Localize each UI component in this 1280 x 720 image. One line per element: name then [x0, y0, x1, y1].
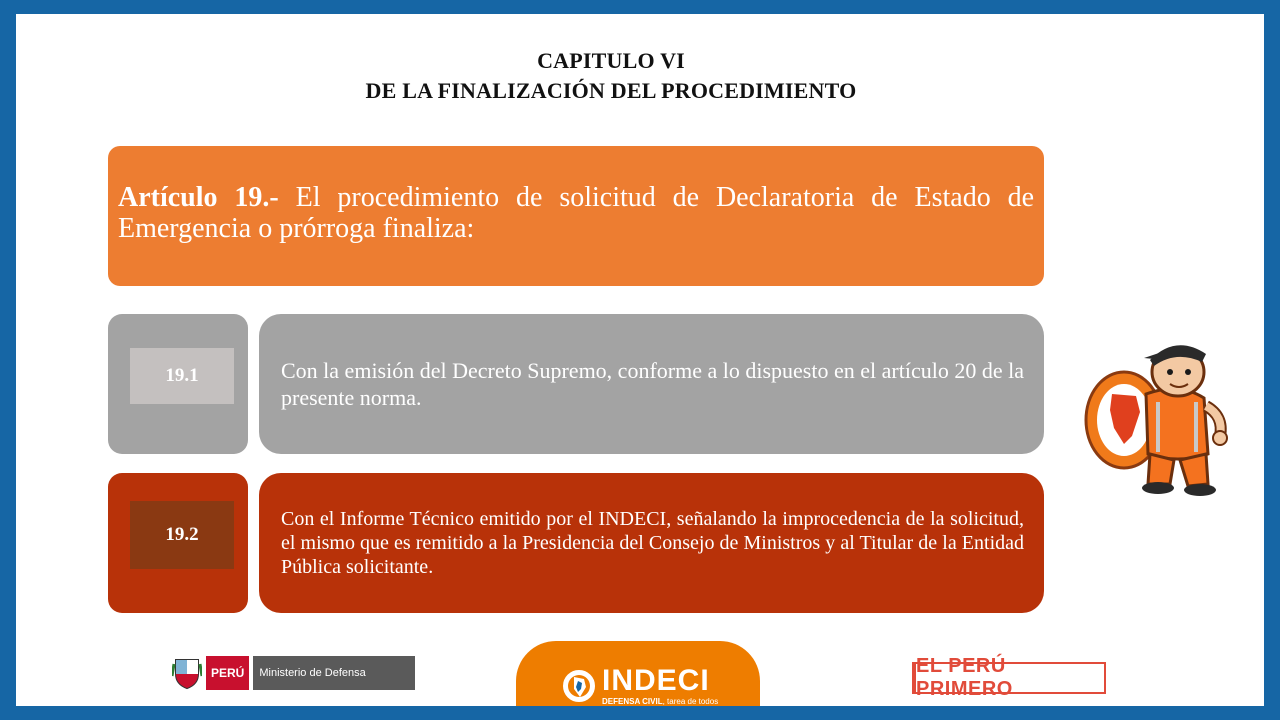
item-number: 19.1 [130, 348, 234, 404]
indeci-logo [516, 641, 760, 706]
article-text: El procedimiento de solicitud de Declaratoria de Estado de Emergencia o prórroga finaliza: [118, 182, 1035, 244]
indeci-tag-rest: , tarea de todos [662, 696, 719, 706]
indeci-tagline [602, 696, 718, 707]
chapter-title: CAPITULO VI [537, 48, 685, 73]
item-text: Con el Informe Técnico emitido por el INDECI, señalando la improcedencia de la solicitud, el mismo que es remitido a la Presidencia del Consejo de Ministros y al Titular de la Entidad Pública solicitante. [281, 508, 1024, 578]
el-peru-primero-logo: EL PERÚ PRIMERO [912, 662, 1106, 694]
item-number: 19.2 [130, 501, 234, 569]
ministerio-defensa-logo [172, 656, 415, 690]
chapter-subtitle: DE LA FINALIZACIÓN DEL PROCEDIMIENTO [365, 78, 857, 103]
item-text: Con la emisión del Decreto Supremo, conforme a lo dispuesto en el artículo 20 de la presente norma. [281, 358, 1024, 410]
indeci-name: INDECI [602, 663, 710, 697]
peru-label: PERÚ [206, 656, 249, 690]
indeci-emblem-icon [562, 669, 596, 703]
article-label: Artículo 19.- [118, 182, 279, 213]
peru-coat-of-arms-icon [172, 656, 202, 690]
item-number-card [108, 314, 248, 454]
item-text-card [259, 473, 1044, 613]
indeci-tag-bold: DEFENSA CIVIL [602, 696, 663, 706]
item-text-card [259, 314, 1044, 454]
ministerio-label: Ministerio de Defensa [253, 656, 415, 690]
article-box [108, 146, 1044, 286]
item-number-card [108, 473, 248, 613]
mascot-illustration [1084, 332, 1234, 500]
slide [16, 14, 1264, 706]
